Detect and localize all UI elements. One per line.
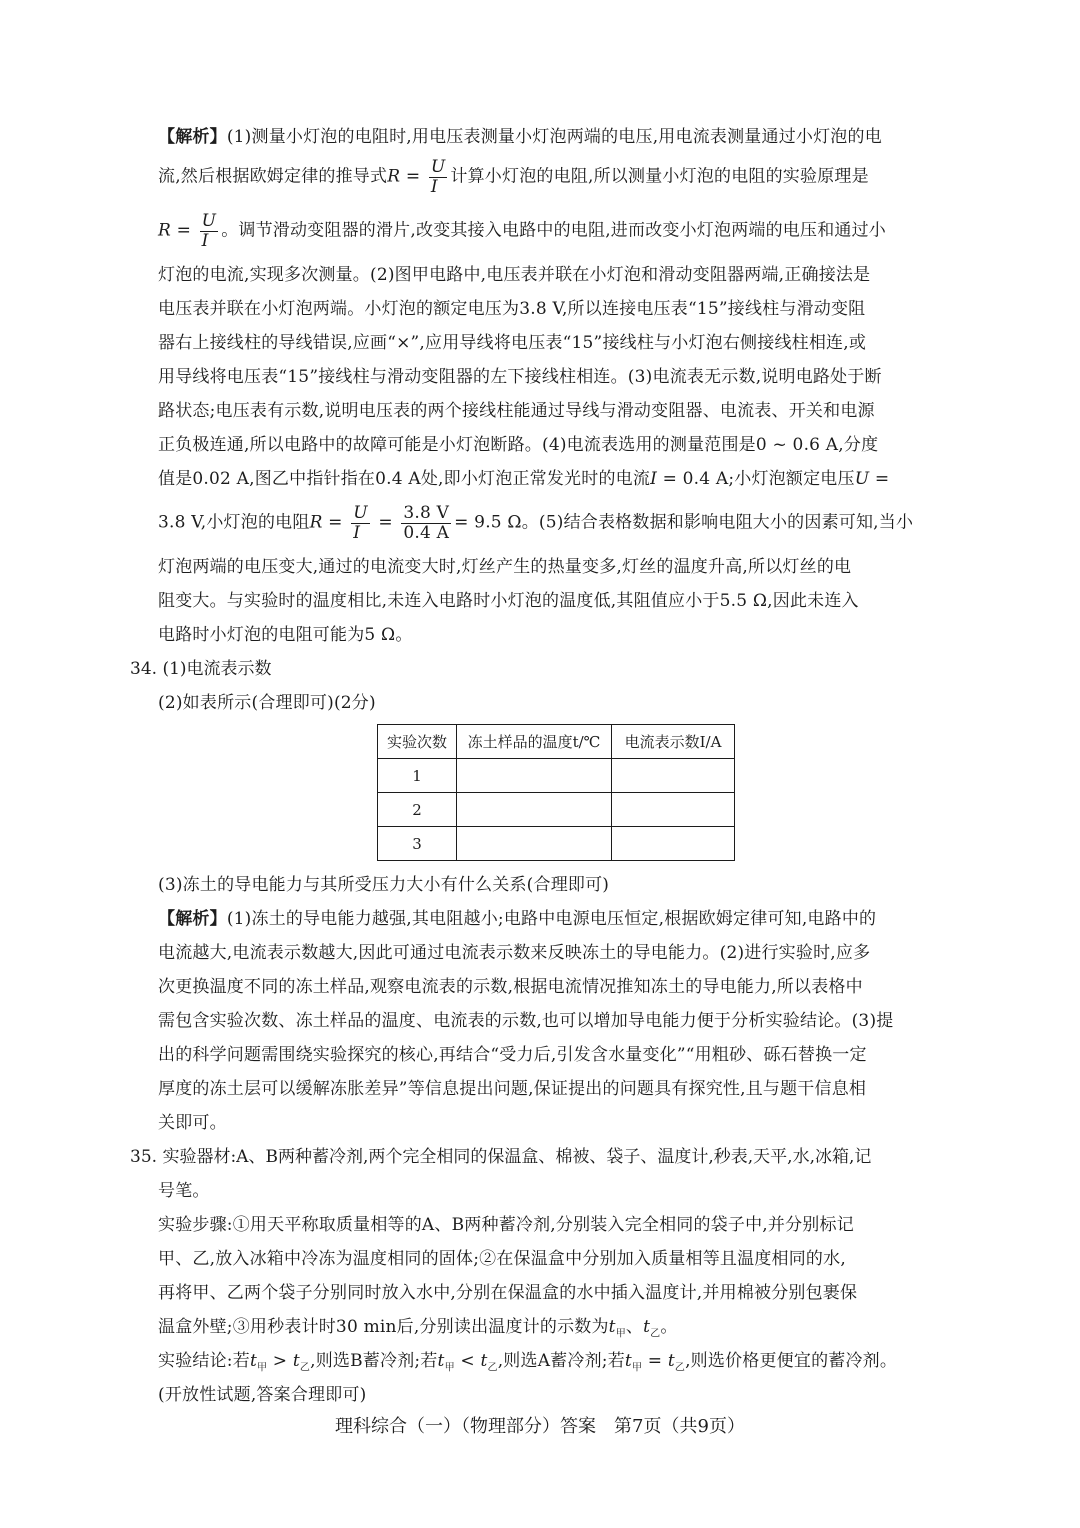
q34-analysis-line-5: 出的科学问题需围绕实验探究的核心,再结合“受力后,引发含水量变化”“用粗砂、砾石替换一定	[158, 1045, 867, 1065]
table-row	[378, 827, 735, 861]
text: <	[454, 1351, 481, 1371]
subscript: 乙	[674, 1362, 686, 1374]
q34-analysis-line-4: 需包含实验次数、冻土样品的温度、电流表的示数,也可以增加导电能力便于分析实验结论。(3)提	[158, 1011, 894, 1031]
fraction-u-over-i	[429, 158, 448, 196]
text: = 9.5 Ω。(5)结合表格数据和影响电阻大小的因素可知,当小	[454, 512, 914, 533]
text: ,则选价格更便宜的蓄冷剂。	[685, 1351, 898, 1371]
q34-answer-3: (3)冻土的导电能力与其所受压力大小有什么关系(合理即可)	[158, 875, 610, 895]
var-t: t	[249, 1351, 257, 1371]
numerator: 3.8 V	[403, 503, 450, 523]
fraction-values	[401, 504, 451, 542]
table-cell	[457, 793, 612, 827]
denominator: I	[430, 176, 438, 197]
q33-analysis-line-8: 路状态;电压表有示数,说明电压表的两个接线柱能通过导线与滑动变阻器、电流表、开关和电源	[158, 401, 875, 421]
text: 流,然后根据欧姆定律的推导式	[158, 166, 388, 187]
analysis-tag: 【解析】	[158, 909, 227, 929]
text: >	[267, 1351, 293, 1371]
q35-steps-line-1: 实验步骤:①用天平称取质量相等的A、B两种蓄冷剂,分别装入完全相同的袋子中,并分别标记	[158, 1215, 854, 1235]
q33-analysis-line-6: 器右上接线柱的导线错误,应画“×”,应用导线将电压表“15”接线柱与小灯泡右侧接线柱相连,或	[158, 333, 867, 353]
text: 实验器材:A、B两种蓄冷剂,两个完全相同的保温盒、棉被、袋子、温度计,秒表,天平,水,冰箱,记	[162, 1147, 872, 1167]
text: =	[869, 469, 890, 489]
text: (1)测量小灯泡的电阻时,用电压表测量小灯泡两端的电压,用电流表测量通过小灯泡的电	[226, 127, 882, 147]
q34-analysis-line-7: 关即可。	[158, 1113, 227, 1133]
text: 温盒外壁;③用秒表计时30 min后,分别读出温度计的示数为	[158, 1317, 609, 1337]
text: 3.8 V,小灯泡的电阻	[158, 512, 310, 533]
var-u: U	[854, 469, 870, 489]
q34-analysis-line-1	[158, 902, 958, 937]
text: (1)冻土的导电能力越强,其电阻越小;电路中电源电压恒定,根据欧姆定律可知,电路中的	[226, 909, 877, 929]
q35-materials-line-2: 号笔。	[158, 1181, 210, 1201]
subscript: 乙	[487, 1362, 498, 1374]
table-cell: 1	[378, 759, 457, 793]
analysis-tag: 【解析】	[158, 127, 227, 147]
question-number: 34.	[130, 659, 158, 679]
q33-analysis-line-10	[158, 462, 958, 497]
subscript: 甲	[256, 1362, 268, 1374]
table-header-row	[378, 725, 735, 759]
subscript: 甲	[615, 1328, 626, 1340]
text: = 0.4 A;小灯泡额定电压	[656, 469, 855, 489]
text: =	[171, 220, 197, 241]
text: 、	[625, 1317, 644, 1337]
var-r: R	[158, 220, 171, 241]
text: 实验结论:若	[158, 1351, 250, 1371]
fraction-u-over-i	[351, 504, 370, 542]
q33-analysis-line-13: 阻变大。与实验时的温度相比,未连入电路时小灯泡的温度低,其阻值应小于5.5 Ω,因此未连入	[158, 591, 859, 611]
denominator: I	[353, 522, 361, 543]
subscript: 甲	[631, 1362, 643, 1374]
denominator: 0.4 A	[403, 522, 450, 543]
text: =	[322, 512, 349, 533]
table-cell	[457, 759, 612, 793]
var-t: t	[667, 1351, 675, 1371]
text: 计算小灯泡的电阻,所以测量小灯泡的电阻的实验原理是	[450, 166, 869, 187]
q34-answer-1	[130, 652, 958, 687]
subscript: 乙	[299, 1362, 311, 1374]
q34-answer-2: (2)如表所示(合理即可)(2分)	[158, 693, 376, 713]
numerator: U	[201, 211, 217, 231]
text: =	[642, 1351, 668, 1371]
table-cell: 3	[378, 827, 457, 861]
table-cell: 2	[378, 793, 457, 827]
q33-analysis-line-9: 正负极连通,所以电路中的故障可能是小灯泡断路。(4)电流表选用的测量范围是0 ~ 0.6 A,分度	[158, 435, 879, 455]
q33-analysis-line-3	[158, 212, 958, 250]
fraction-u-over-i	[200, 212, 219, 250]
text: =	[400, 166, 426, 187]
var-i: I	[650, 469, 657, 489]
text: 。调节滑动变阻器的滑片,改变其接入电路中的电阻,进而改变小灯泡两端的电压和通过小	[221, 220, 886, 241]
q35-steps-line-2: 甲、乙,放入冰箱中冷冻为温度相同的固体;②在保温盒中分别加入质量相等且温度相同的水,	[158, 1249, 846, 1269]
text: 值是0.02 A,图乙中指针指在0.4 A处,即小灯泡正常发光时的电流	[158, 469, 651, 489]
table-header: 电流表示数I/A	[612, 725, 735, 759]
table-header: 实验次数	[378, 725, 457, 759]
q33-analysis-line-2	[158, 158, 958, 196]
q33-analysis-line-11	[158, 504, 958, 542]
table-header: 冻土样品的温度t/℃	[457, 725, 612, 759]
table-cell	[612, 793, 735, 827]
q35-steps-line-3: 再将甲、乙两个袋子分别同时放入水中,分别在保温盒的水中插入温度计,并用棉被分别包裹保	[158, 1283, 858, 1303]
subscript: 乙	[650, 1328, 661, 1340]
experiment-table	[377, 724, 735, 861]
q33-analysis-line-4: 灯泡的电流,实现多次测量。(2)图甲电路中,电压表并联在小灯泡和滑动变阻器两端,正确接法是	[158, 265, 871, 285]
text: 。	[660, 1317, 678, 1337]
var-t: t	[624, 1351, 632, 1371]
q34-analysis-line-3: 次更换温度不同的冻土样品,观察电流表的示数,根据电流情况推知冻土的导电能力,所以表格中	[158, 977, 863, 997]
var-t: t	[643, 1317, 651, 1337]
var-t: t	[292, 1351, 300, 1371]
q33-analysis-line-14: 电路时小灯泡的电阻可能为5 Ω。	[158, 625, 413, 645]
q35-materials-line-1	[130, 1140, 958, 1175]
table-row	[378, 759, 735, 793]
text: ,则选B蓄冷剂;若	[310, 1351, 438, 1371]
table-row	[378, 793, 735, 827]
q34-analysis-line-2: 电流越大,电流表示数越大,因此可通过电流表示数来反映冻土的导电能力。(2)进行实验时,应多	[158, 943, 871, 963]
text: (1)电流表示数	[162, 659, 272, 679]
var-r: R	[309, 512, 323, 533]
subscript: 甲	[444, 1362, 455, 1374]
numerator: U	[353, 503, 368, 523]
numerator: U	[430, 157, 446, 177]
var-r: R	[387, 166, 401, 187]
denominator: I	[201, 230, 209, 251]
question-number: 35.	[130, 1147, 158, 1167]
table-cell	[612, 759, 735, 793]
q33-analysis-line-5: 电压表并联在小灯泡两端。小灯泡的额定电压为3.8 V,所以连接电压表“15”接线柱与滑动变阻	[158, 299, 866, 319]
q33-analysis-line-12: 灯泡两端的电压变大,通过的电流变大时,灯丝产生的热量变多,灯丝的温度升高,所以灯丝的电	[158, 557, 852, 577]
var-t: t	[437, 1351, 445, 1371]
q33-analysis-line-7: 用导线将电压表“15”接线柱与滑动变阻器的左下接线柱相连。(3)电流表无示数,说明电路处于断	[158, 367, 882, 387]
page-footer: 理科综合（一）（物理部分）答案 第7页（共9页）	[335, 1416, 745, 1437]
q34-analysis-line-6: 厚度的冻土层可以缓解冻胀差异”等信息提出问题,保证提出的问题具有探究性,且与题干信息相	[158, 1079, 867, 1099]
table-cell	[612, 827, 735, 861]
q35-note: (开放性试题,答案合理即可)	[158, 1385, 367, 1405]
text: ,则选A蓄冷剂;若	[497, 1351, 625, 1371]
q33-analysis-line-1	[158, 120, 958, 155]
var-t: t	[608, 1317, 616, 1337]
text: =	[372, 512, 399, 533]
var-t: t	[480, 1351, 488, 1371]
table-cell	[457, 827, 612, 861]
